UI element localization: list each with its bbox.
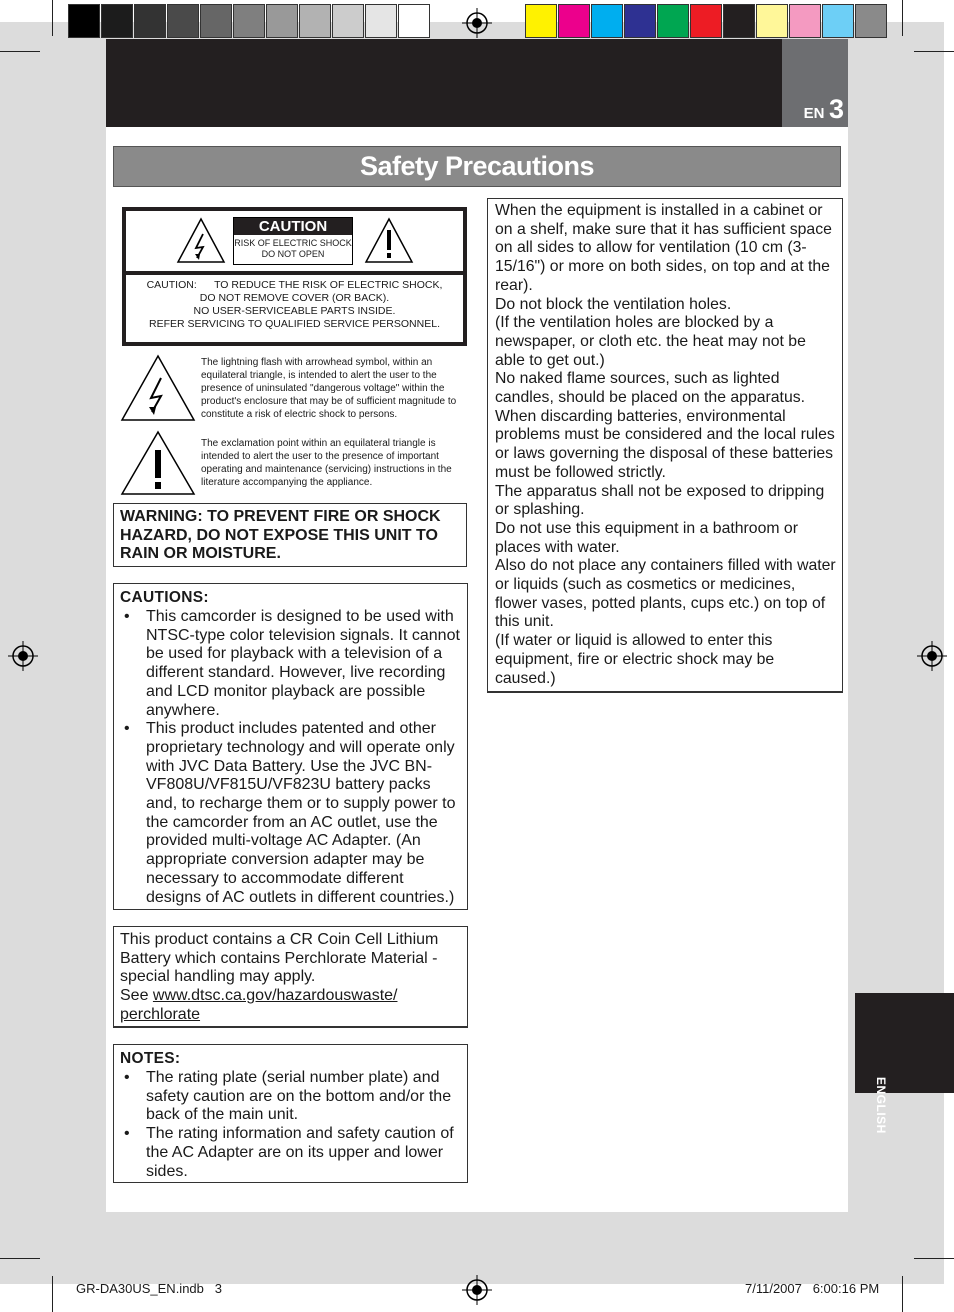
registration-mark-icon bbox=[462, 8, 492, 38]
caution-line-4: REFER SERVICING TO QUALIFIED SERVICE PERSONNEL. bbox=[149, 318, 440, 330]
crop-mark bbox=[914, 1258, 954, 1259]
color-swatch bbox=[624, 4, 656, 38]
language-tab-label: ENGLISH bbox=[874, 1077, 888, 1134]
cautions-heading: CAUTIONS: bbox=[120, 589, 209, 606]
footer-file-name: GR-DA30US_EN.indb 3 bbox=[76, 1281, 222, 1296]
color-swatch bbox=[657, 4, 689, 38]
perchlorate-see-line bbox=[120, 987, 461, 1024]
caution-label bbox=[122, 207, 467, 346]
color-swatch bbox=[756, 4, 788, 38]
safety-paragraph: When discarding batteries, environmental problems must be considered and the local rules or laws governing the disposal of these batteries must be followed strictly. bbox=[495, 407, 835, 481]
page-lang: EN bbox=[803, 105, 825, 122]
color-swatch bbox=[233, 4, 265, 38]
registration-mark-icon bbox=[917, 641, 947, 671]
lightning-triangle-icon bbox=[120, 354, 196, 422]
color-swatch bbox=[690, 4, 722, 38]
safety-paragraph: When the equipment is installed in a cabinet or on a shelf, make sure that it has sufficient space on all sides to allow for ventilation (10 cm (3-15/16") or more on both sides, on top and at the rear). bbox=[495, 202, 832, 294]
crop-mark bbox=[902, 1276, 903, 1312]
caution-line-3: NO USER-SERVICEABLE PARTS INSIDE. bbox=[193, 305, 396, 317]
perchlorate-link[interactable]: www.dtsc.ca.gov/hazardouswaste/ perchlorate bbox=[120, 987, 398, 1023]
color-swatch bbox=[398, 4, 430, 38]
perchlorate-box bbox=[113, 926, 468, 1028]
warning-text: WARNING: TO PREVENT FIRE OR SHOCK HAZARD, DO NOT EXPOSE THIS UNIT TO RAIN OR MOISTURE. bbox=[120, 508, 441, 562]
footer-timestamp: 7/11/2007 6:00:16 PM bbox=[745, 1281, 880, 1296]
section-title-bar bbox=[113, 146, 841, 187]
color-swatch bbox=[591, 4, 623, 38]
perchlorate-text: This product contains a CR Coin Cell Lithium Battery which contains Perchlorate Material - special handling may apply. bbox=[120, 931, 439, 986]
color-swatch bbox=[365, 4, 397, 38]
exclamation-triangle-icon bbox=[120, 430, 196, 496]
registration-mark-icon bbox=[462, 1275, 492, 1305]
crop-mark bbox=[52, 1276, 53, 1312]
color-swatch bbox=[101, 4, 133, 38]
page-number-tab bbox=[782, 39, 848, 127]
caution-label-text bbox=[126, 275, 463, 342]
header-band bbox=[106, 39, 782, 127]
caution-stamp bbox=[233, 217, 353, 265]
perchlorate-see: See bbox=[120, 987, 153, 1005]
color-swatch bbox=[68, 4, 100, 38]
caution-title: CAUTION bbox=[234, 218, 352, 235]
page-number: 3 bbox=[828, 94, 844, 124]
cautions-item: • This camcorder is designed to be used with NTSC-type color television signals. It cannot be used for playback with a television of a different standard. However, live recording and LCD monitor playback are possible anywhere. bbox=[120, 608, 461, 720]
color-swatch bbox=[332, 4, 364, 38]
color-swatch bbox=[134, 4, 166, 38]
lightning-symbol-description: The lightning flash with arrowhead symbol, within an equilateral triangle, is intended to alert the user to the presence of uninsulated "dangerous voltage" within the product's enclosure that may be of sufficient magnitude to constitute a risk of electric shock to persons. bbox=[201, 357, 457, 420]
caution-label-top bbox=[126, 211, 463, 271]
caution-line-1: CAUTION: TO REDUCE THE RISK OF ELECTRIC SHOCK, bbox=[146, 279, 443, 291]
electric-shock-warning-icon bbox=[176, 216, 226, 264]
safety-paragraph: Do not block the ventilation holes. bbox=[495, 295, 732, 313]
crop-mark bbox=[0, 51, 40, 52]
page-title: Safety Precautions bbox=[359, 151, 595, 181]
crop-mark bbox=[902, 0, 903, 36]
color-swatch bbox=[525, 4, 557, 38]
cautions-box bbox=[113, 583, 468, 910]
exclamation-symbol-description: The exclamation point within an equilateral triangle is intended to alert the user to the presence of important operating and maintenance (servicing) instructions in the literature accompanying the appliance. bbox=[201, 438, 452, 488]
language-side-tab bbox=[855, 993, 954, 1134]
color-swatch bbox=[789, 4, 821, 38]
crop-mark bbox=[914, 51, 954, 52]
color-swatch bbox=[558, 4, 590, 38]
caution-line-2: DO NOT REMOVE COVER (OR BACK). bbox=[199, 292, 390, 304]
safety-paragraph: Do not use this equipment in a bathroom or places with water. bbox=[495, 519, 798, 556]
color-swatch bbox=[167, 4, 199, 38]
color-swatch bbox=[822, 4, 854, 38]
caution-sub1: RISK OF ELECTRIC SHOCK bbox=[234, 238, 352, 248]
safety-paragraph: Also do not place any containers filled with water or liquids (such as cosmetics or medicines, flower vases, potted plants, cups etc.) on top of this unit. bbox=[495, 557, 836, 631]
exclamation-warning-icon bbox=[364, 216, 414, 264]
safety-paragraph: No naked flame sources, such as lighted candles, should be placed on the apparatus. bbox=[495, 370, 806, 407]
ventilation-safety-box bbox=[487, 198, 843, 693]
safety-paragraph: (If the ventilation holes are blocked by a newspaper, or cloth etc. the heat may not be able to get out.) bbox=[495, 314, 806, 369]
color-swatch bbox=[200, 4, 232, 38]
color-swatch bbox=[855, 4, 887, 38]
safety-paragraph: (If water or liquid is allowed to enter this equipment, fire or electric shock may be caused.) bbox=[495, 632, 775, 687]
warning-box bbox=[113, 503, 467, 567]
cautions-item: • This product includes patented and other proprietary technology and will operate only with JVC Data Battery. Use the JVC BN-VF808U/VF815U/VF823U battery packs and, to recharge them or to supply power to the camcorder from an AC outlet, use the provided multi-voltage AC Adapter. (An appropriate conversion adapter may be necessary to accommodate different designs of AC outlets in different countries.) bbox=[120, 720, 461, 907]
crop-mark bbox=[0, 1258, 40, 1259]
safety-paragraph: The apparatus shall not be exposed to dripping or splashing. bbox=[495, 482, 825, 519]
registration-mark-icon bbox=[8, 641, 38, 671]
crop-mark bbox=[52, 0, 53, 36]
notes-heading: NOTES: bbox=[120, 1050, 181, 1067]
notes-item: • The rating plate (serial number plate) and safety caution are on the bottom and/or the back of the main unit. bbox=[120, 1069, 461, 1125]
color-swatch bbox=[299, 4, 331, 38]
color-swatch bbox=[723, 4, 755, 38]
caution-sub2: DO NOT OPEN bbox=[261, 249, 325, 259]
notes-box bbox=[113, 1044, 468, 1183]
color-swatch bbox=[266, 4, 298, 38]
notes-item: • The rating information and safety caution of the AC Adapter are on its upper and lower sides. bbox=[120, 1125, 461, 1181]
